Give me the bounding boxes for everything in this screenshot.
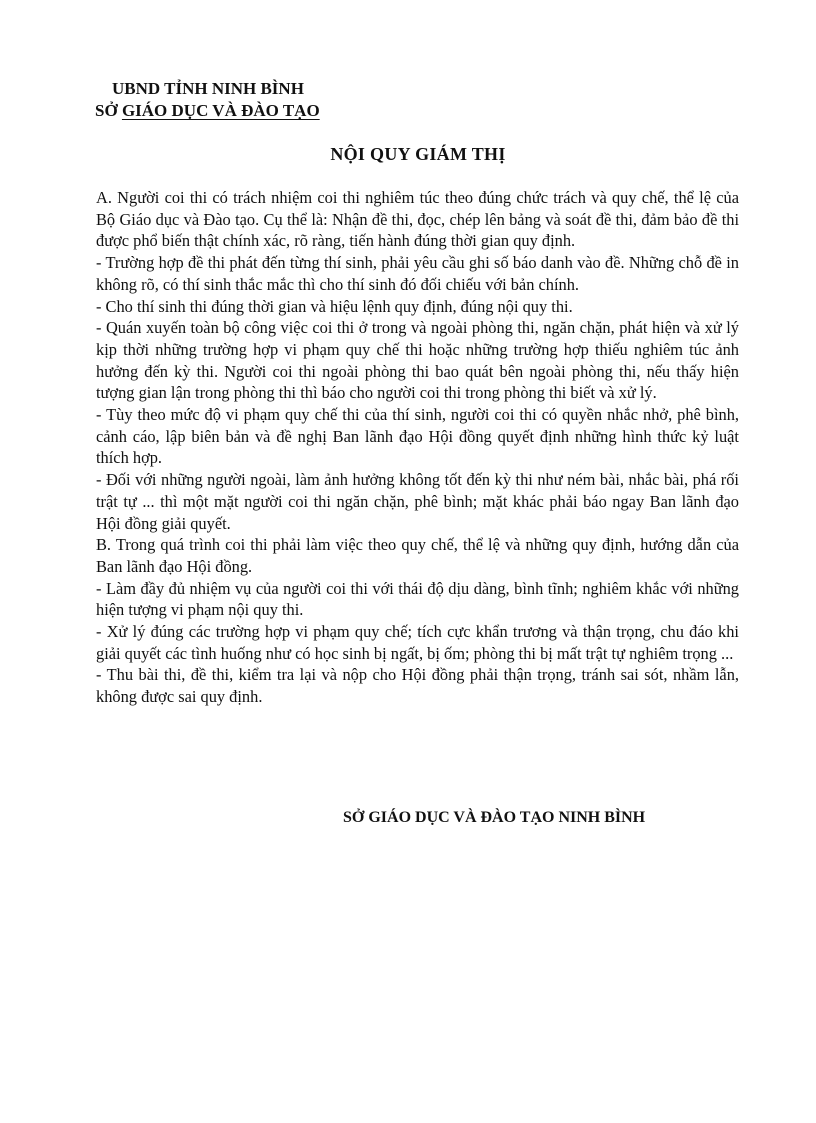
signature-block: SỞ GIÁO DỤC VÀ ĐÀO TẠO NINH BÌNH [343,809,646,826]
paragraph-section-b: B. Trong quá trình coi thi phải làm việc theo quy chế, thể lệ và những quy định, hướng dẫn của Ban lãnh đạo Hội đồng. [96,535,739,576]
issuer-department-prefix: SỞ [95,101,122,120]
paragraph-item: - Xử lý đúng các trường hợp vi phạm quy chế; tích cực khẩn trương và thận trọng, chu đáo khi giải quyết các tình huống như có học sinh bị ngất, bị ốm; phòng thi bị mất trật tự nghiêm trọng ... [96,622,739,663]
paragraph-item: - Cho thí sinh thi đúng thời gian và hiệu lệnh quy định, đúng nội quy thi. [96,296,573,316]
paragraph-item: - Tùy theo mức độ vi phạm quy chế thi của thí sinh, người coi thi có quyền nhắc nhở, phê bình, cảnh cáo, lập biên bản và đề nghị Ban lãnh đạo Hội đồng quyết định những hình thức kỷ luật thích hợp. [96,405,739,468]
paragraph-section-a: A. Người coi thi có trách nhiệm coi thi nghiêm túc theo đúng chức trách và quy chế, thể lệ của Bộ Giáo dục và Đào tạo. Cụ thể là: Nhận đề thi, đọc, chép lên bảng và soát đề thi, đảm bảo đề thi được phổ biến thật chính xác, rõ ràng, tiến hành đúng thời gian quy định. [96,188,739,251]
issuer-department [95,100,320,122]
issuer-department-name: GIÁO DỤC VÀ ĐÀO TẠO [121,101,320,120]
paragraph-item: - Trường hợp đề thi phát đến từng thí sinh, phải yêu cầu ghi số báo danh vào đề. Những chỗ đề in không rõ, có thí sinh thắc mắc thì cho thí sinh đó đối chiếu với bản chính. [96,253,739,294]
paragraph-item: - Quán xuyến toàn bộ công việc coi thi ở trong và ngoài phòng thi, ngăn chặn, phát hiện và xử lý kịp thời những trường hợp vi phạm quy chế thi hoặc những trường hợp thiếu nghiêm túc ảnh hưởng đến kỳ thi. Người coi thi ngoài phòng thi bao quát bên ngoài phòng thi, nếu thấy hiện tượng gian lận trong phòng thi thì báo cho người coi thi trong phòng thi biết và xử lý. [96,318,739,403]
document-body [96,187,739,708]
issuer-header [95,78,320,122]
document-title: NỘI QUY GIÁM THỊ [330,144,506,164]
paragraph-item: - Thu bài thi, đề thi, kiểm tra lại và nộp cho Hội đồng phải thận trọng, tránh sai sót, nhầm lẫn, không được sai quy định. [96,665,739,707]
issuer-provincial-committee: UBND TỈNH NINH BÌNH [112,79,304,98]
paragraph-item: - Làm đầy đủ nhiệm vụ của người coi thi với thái độ dịu dàng, bình tĩnh; nghiêm khắc với những hiện tượng vi phạm nội quy thi. [96,578,739,620]
paragraph-item: - Đối với những người ngoài, làm ảnh hưởng không tốt đến kỳ thi như ném bài, nhắc bài, phá rối trật tự ... thì một mặt người coi thi ngăn chặn, phê bình; mặt khác phải báo ngay Ban lãnh đạo Hội đồng giải quyết. [96,470,739,533]
